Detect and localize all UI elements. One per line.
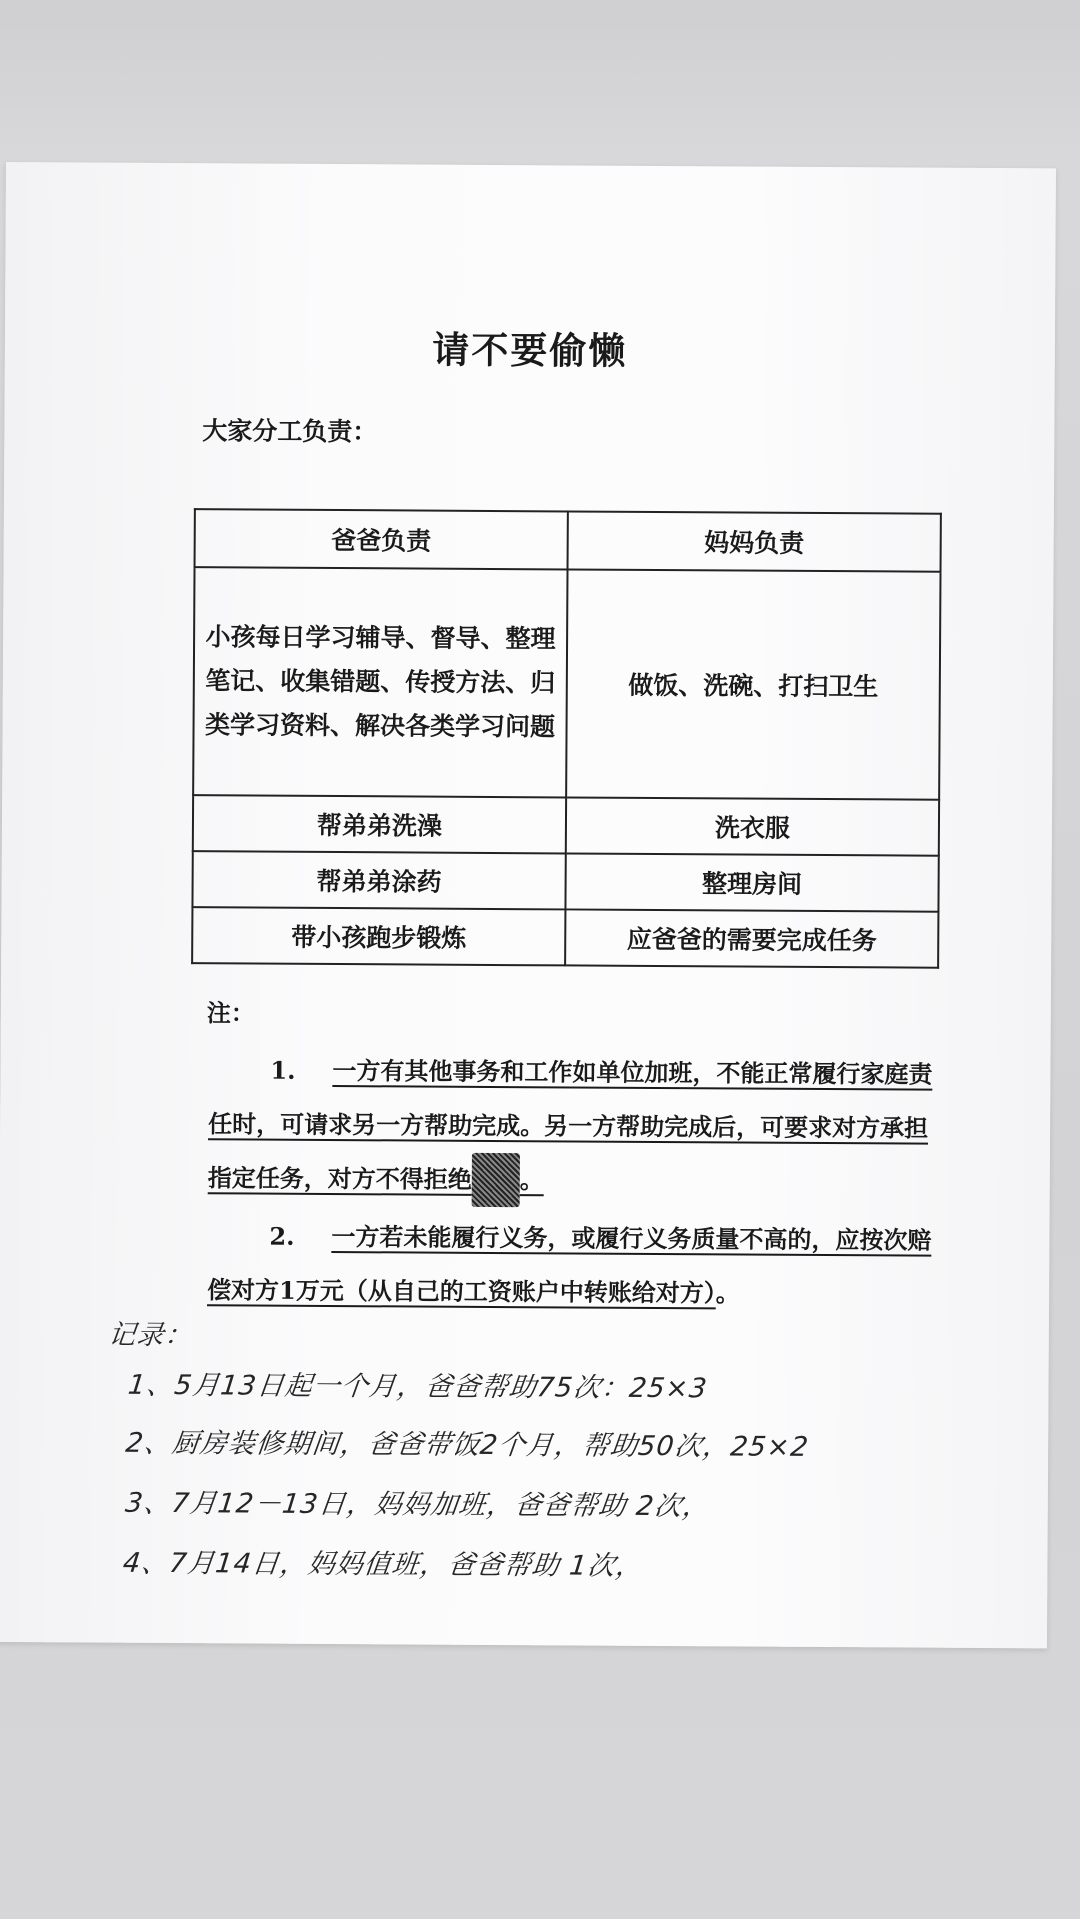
table-row [192, 907, 938, 968]
handwritten-item: 4、7月14日，妈妈值班，爸爸帮助 1次， [121, 1547, 646, 1582]
table-cell: 做饭、洗碗、打扫卫生 [566, 569, 940, 799]
handwritten-item: 1、5月13日起一个月，爸爸帮助75次：25×3 [126, 1369, 710, 1405]
table-cell: 帮弟弟洗澡 [193, 795, 566, 853]
table-cell: 小孩每日学习辅导、督导、整理笔记、收集错题、传授方法、归类学习资料、解决各类学习问题 [193, 567, 567, 797]
table-cell: 洗衣服 [566, 797, 939, 855]
handwritten-label: 记录： [106, 1319, 195, 1352]
table-cell: 应爸爸的需要完成任务 [565, 909, 938, 967]
header-mom: 妈妈负责 [568, 511, 941, 571]
note-text: 一方有其他事务和工作如单位加班，不能正常履行家庭责任时，可请求另一方帮助完成。另一方帮助完成后，可要求对方承担指定任务，对方不得拒绝 [207, 1056, 933, 1194]
note-tail: 。 [715, 1278, 740, 1308]
note-label: 注： [206, 998, 255, 1028]
table-header-row [195, 509, 941, 572]
table-row [193, 795, 939, 856]
document-title: 请不要偷懒 [432, 327, 628, 373]
note-item-2 [207, 1209, 948, 1322]
note-text: 一方若未能履行义务，或履行义务质量不高的，应按次赔偿对方1万元（从自己的工资账户中转账给对方） [207, 1222, 932, 1308]
table-cell: 带小孩跑步锻炼 [192, 907, 565, 965]
paper-sheet [0, 162, 1056, 1648]
duty-table [191, 508, 942, 969]
header-dad: 爸爸负责 [195, 509, 568, 569]
scribble-mark [472, 1153, 520, 1207]
note-tail: 。 [519, 1165, 544, 1195]
note-item-1 [208, 1043, 949, 1210]
table-cell: 整理房间 [565, 853, 938, 911]
table-cell: 帮弟弟涂药 [192, 851, 565, 909]
handwritten-item: 2、厨房装修期间，爸爸带饭2个月，帮助50次，25×2 [124, 1427, 811, 1463]
note-number: 1. [270, 1055, 296, 1085]
intro-text: 大家分工负责： [202, 416, 378, 447]
note-number: 2. [269, 1221, 295, 1251]
handwritten-item: 3、7月12－13日，妈妈加班，爸爸帮助 2次， [123, 1487, 713, 1523]
table-row [192, 851, 938, 912]
table-row [193, 567, 940, 800]
